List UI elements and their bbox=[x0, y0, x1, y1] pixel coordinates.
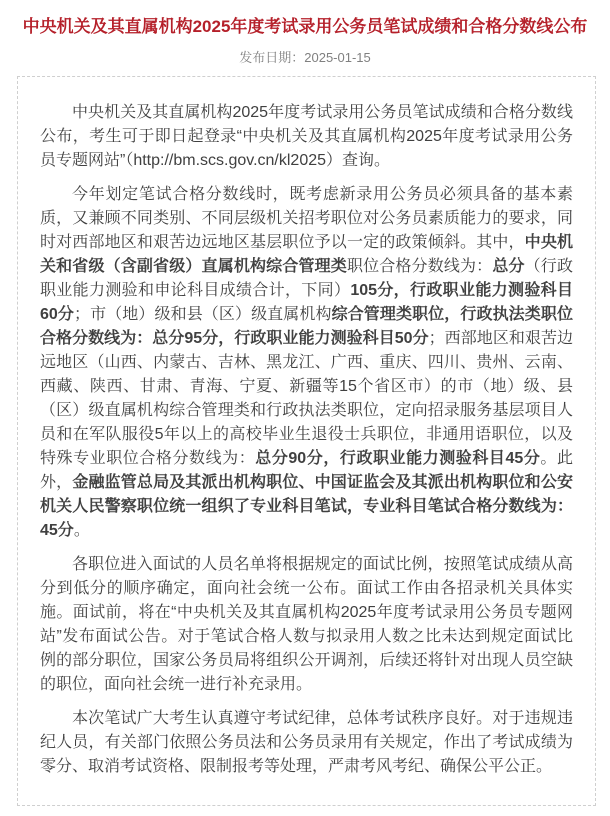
paragraph bbox=[40, 101, 573, 173]
publish-date-value: 2025-01-15 bbox=[304, 50, 371, 65]
text-run: （行政职业能力测验和申论科目成绩合计，下同） bbox=[40, 258, 573, 299]
text-run: 。 bbox=[73, 522, 90, 539]
text-run: 。此外， bbox=[40, 450, 573, 491]
text-run-bold: 总分 bbox=[492, 258, 525, 275]
text-run-bold: 105分，行政职业能力测验科目60分 bbox=[40, 282, 573, 323]
text-run: 中央机关及其直属机构2025年度考试录用公务员笔试成绩和合格分数线公布，考生可于即日起登录“中央机关及其直属机构2025年度考试录用公务员专题网站”（http://bm.scs.gov.cn/kl2025）查询。 bbox=[40, 104, 573, 169]
paragraph bbox=[40, 707, 573, 779]
text-run-bold: 总分90分，行政职业能力测验科目45分 bbox=[255, 450, 541, 467]
page-title: 中央机关及其直属机构2025年度考试录用公务员笔试成绩和合格分数线公布 bbox=[22, 17, 588, 36]
text-run: ；市（地）级和县（区）级直属机构 bbox=[74, 306, 332, 323]
paragraph bbox=[40, 553, 573, 697]
text-run: ；西部地区和艰苦边远地区（山西、内蒙古、吉林、黑龙江、广西、重庆、四川、贵州、云南、西藏、陕西、甘肃、青海、宁夏、新疆等15个省区市）的市（地）级、县（区）级直属机构综合管理类和行政执法类职位，定向招录服务基层项目人员和在军队服役5年以上的高校毕业生退役士兵职位，非通用语职位，以及特殊专业职位合格分数线为： bbox=[40, 330, 573, 467]
text-run: 今年划定笔试合格分数线时，既考虑新录用公务员必须具备的基本素质，又兼顾不同类别、不同层级机关招考职位对公务员素质能力的要求，同时对西部地区和艰苦边远地区基层职位予以一定的政策倾斜。其中， bbox=[40, 186, 573, 251]
publish-date-label: 发布日期： bbox=[239, 50, 305, 65]
paragraph bbox=[40, 183, 573, 543]
publish-date-line bbox=[0, 47, 610, 66]
text-run: 各职位进入面试的人员名单将根据规定的面试比例，按照笔试成绩从高分到低分的顺序确定，面向社会统一公布。面试工作由各招录机关具体实施。面试前，将在“中央机关及其直属机构2025年度考试录用公务员专题网站”发布面试公告。对于笔试合格人数与拟录用人数之比未达到规定面试比例的部分职位，国家公务员局将组织公开调剂，后续还将针对出现人员空缺的职位，面向社会统一进行补充录用。 bbox=[40, 556, 573, 693]
text-run-bold: 金融监管总局及其派出机构职位、中国证监会及其派出机构职位和公安机关人民警察职位统一组织了专业科目笔试，专业科目笔试合格分数线为：45分 bbox=[40, 474, 573, 539]
text-run: 职位合格分数线为： bbox=[346, 258, 493, 275]
text-run: 本次笔试广大考生认真遵守考试纪律，总体考试秩序良好。对于违规违纪人员，有关部门依照公务员法和公务员录用有关规定，作出了考试成绩为零分、取消考试资格、限制报考等处理，严肃考风考纪、确保公平公正。 bbox=[40, 710, 573, 775]
announcement-content-box bbox=[17, 76, 596, 806]
article-body bbox=[40, 101, 573, 779]
text-run-bold: 中央机关和省级（含副省级）直属机构综合管理类 bbox=[40, 234, 573, 275]
text-run-bold: 综合管理类职位，行政执法类职位合格分数线为：总分95分，行政职业能力测验科目50分 bbox=[40, 306, 573, 347]
